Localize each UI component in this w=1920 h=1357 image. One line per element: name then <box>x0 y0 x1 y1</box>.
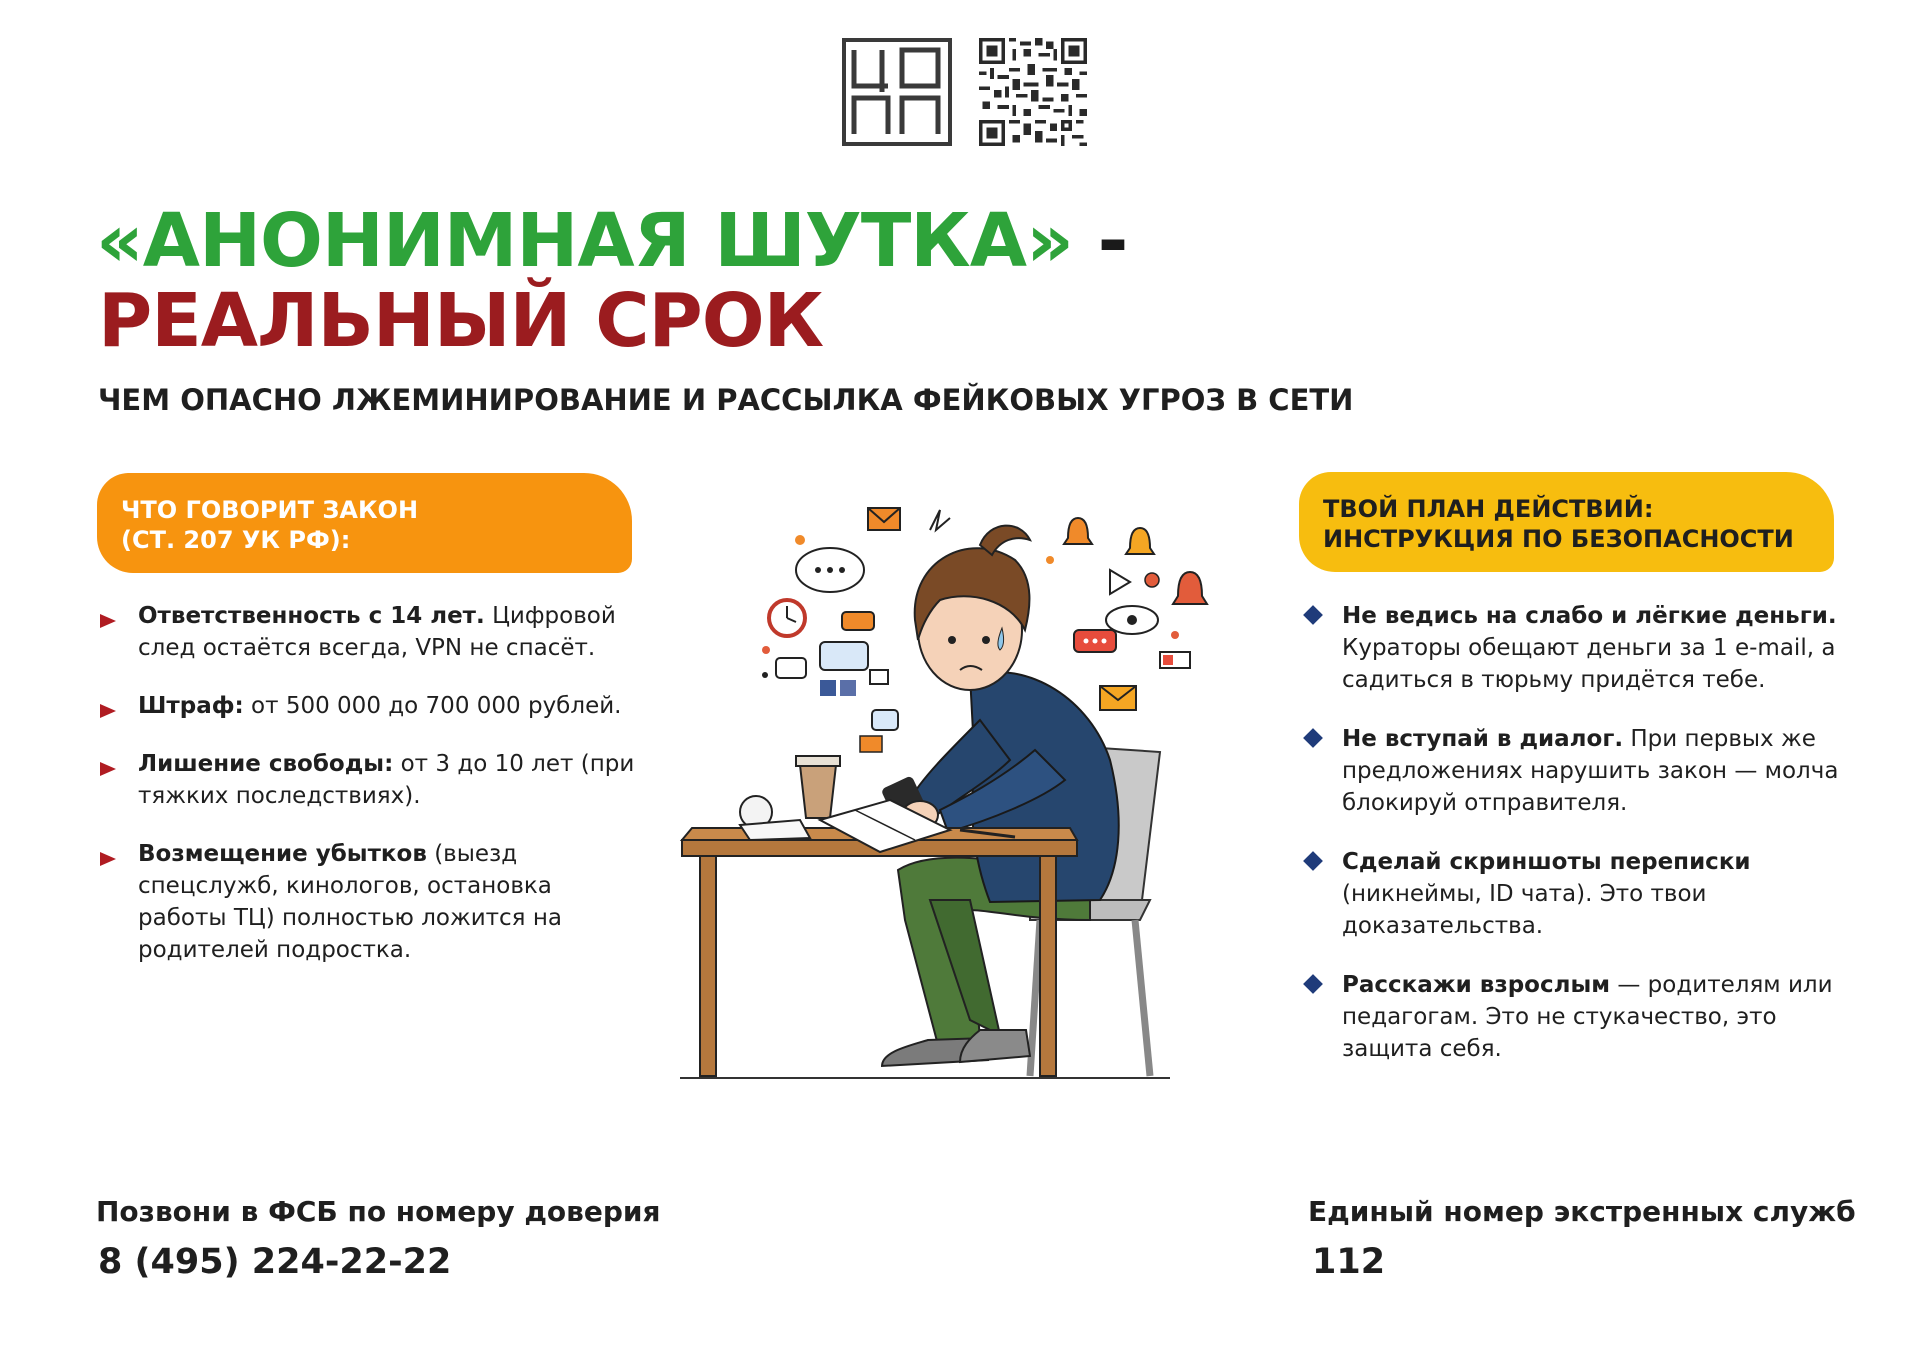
triangle-bullet-icon <box>100 614 116 628</box>
law-item-text: от 3 до 10 лет (при тяжких последствиях). <box>138 751 635 809</box>
law-item-text: от 500 000 до 700 000 рублей. <box>243 693 622 719</box>
law-item <box>98 748 638 812</box>
plan-item <box>1302 723 1847 819</box>
law-list <box>98 600 638 966</box>
diamond-bullet-icon <box>1303 851 1323 871</box>
diamond-bullet-icon <box>1303 605 1323 625</box>
cpp-logo-icon <box>842 38 952 146</box>
law-item-text: (выезд спецслужб, кинологов, остановка работы ТЦ) полностью ложится на родителей подростка. <box>138 841 562 963</box>
plan-list <box>1302 600 1847 1065</box>
stressed-teen-with-phone-illustration <box>670 500 1210 1090</box>
plan-item-text: Кураторы обещают деньги за 1 e-mail, а садиться в тюрьму придётся тебе. <box>1342 635 1836 693</box>
triangle-bullet-icon <box>100 704 116 718</box>
title-real-term: РЕАЛЬНЫЙ СРОК <box>98 278 824 364</box>
emergency-number[interactable]: 112 <box>1312 1242 1386 1282</box>
diamond-bullet-icon <box>1303 728 1323 748</box>
triangle-bullet-icon <box>100 762 116 776</box>
law-item <box>98 690 638 722</box>
title-dash: - <box>1097 198 1128 284</box>
plan-heading-line-2: ИНСТРУКЦИЯ ПО БЕЗОПАСНОСТИ <box>1323 525 1794 553</box>
plan-item-bold: Не вступай в диалог. <box>1342 726 1624 752</box>
plan-item <box>1302 846 1847 942</box>
law-item <box>98 838 638 966</box>
emergency-label: Единый номер экстренных служб <box>1308 1195 1856 1228</box>
law-item-bold: Штраф: <box>138 693 244 719</box>
plan-item-bold: Сделай скриншоты переписки <box>1342 849 1751 875</box>
plan-heading-line-1: ТВОЙ ПЛАН ДЕЙСТВИЙ: <box>1323 495 1654 523</box>
law-heading-line-2: (СТ. 207 УК РФ): <box>121 526 351 554</box>
triangle-bullet-icon <box>100 852 116 866</box>
law-heading <box>97 473 632 573</box>
plan-item-text: (никнеймы, ID чата). Это твои доказательства. <box>1342 881 1707 939</box>
law-item-text: Цифровой след остаётся всегда, VPN не спасёт. <box>138 603 616 661</box>
fsb-hotline-number[interactable]: 8 (495) 224-22-22 <box>98 1242 452 1282</box>
plan-item-text: При первых же предложениях нарушить закон — молча блокируй отправителя. <box>1342 726 1839 816</box>
fsb-hotline-label: Позвони в ФСБ по номеру доверия <box>96 1195 661 1228</box>
diamond-bullet-icon <box>1303 974 1323 994</box>
qr-code-icon <box>978 38 1088 146</box>
subtitle: ЧЕМ ОПАСНО ЛЖЕМИНИРОВАНИЕ И РАССЫЛКА ФЕЙКОВЫХ УГРОЗ В СЕТИ <box>98 383 1354 417</box>
plan-heading <box>1299 472 1834 572</box>
plan-item-text: — родителям или педагогам. Это не стукачество, это защита себя. <box>1342 972 1833 1062</box>
law-item-bold: Возмещение убытков <box>138 841 427 867</box>
law-heading-line-1: ЧТО ГОВОРИТ ЗАКОН <box>121 496 419 524</box>
law-item-bold: Лишение свободы: <box>138 751 394 777</box>
title-line-1 <box>96 196 1127 286</box>
plan-item-bold: Не ведись на слабо и лёгкие деньги. <box>1342 603 1837 629</box>
plan-item-bold: Расскажи взрослым <box>1342 972 1611 998</box>
title-anon-joke: «АНОНИМНАЯ ШУТКА» <box>96 198 1073 284</box>
law-item <box>98 600 638 664</box>
law-item-bold: Ответственность с 14 лет. <box>138 603 485 629</box>
plan-item <box>1302 969 1847 1065</box>
plan-item <box>1302 600 1847 696</box>
